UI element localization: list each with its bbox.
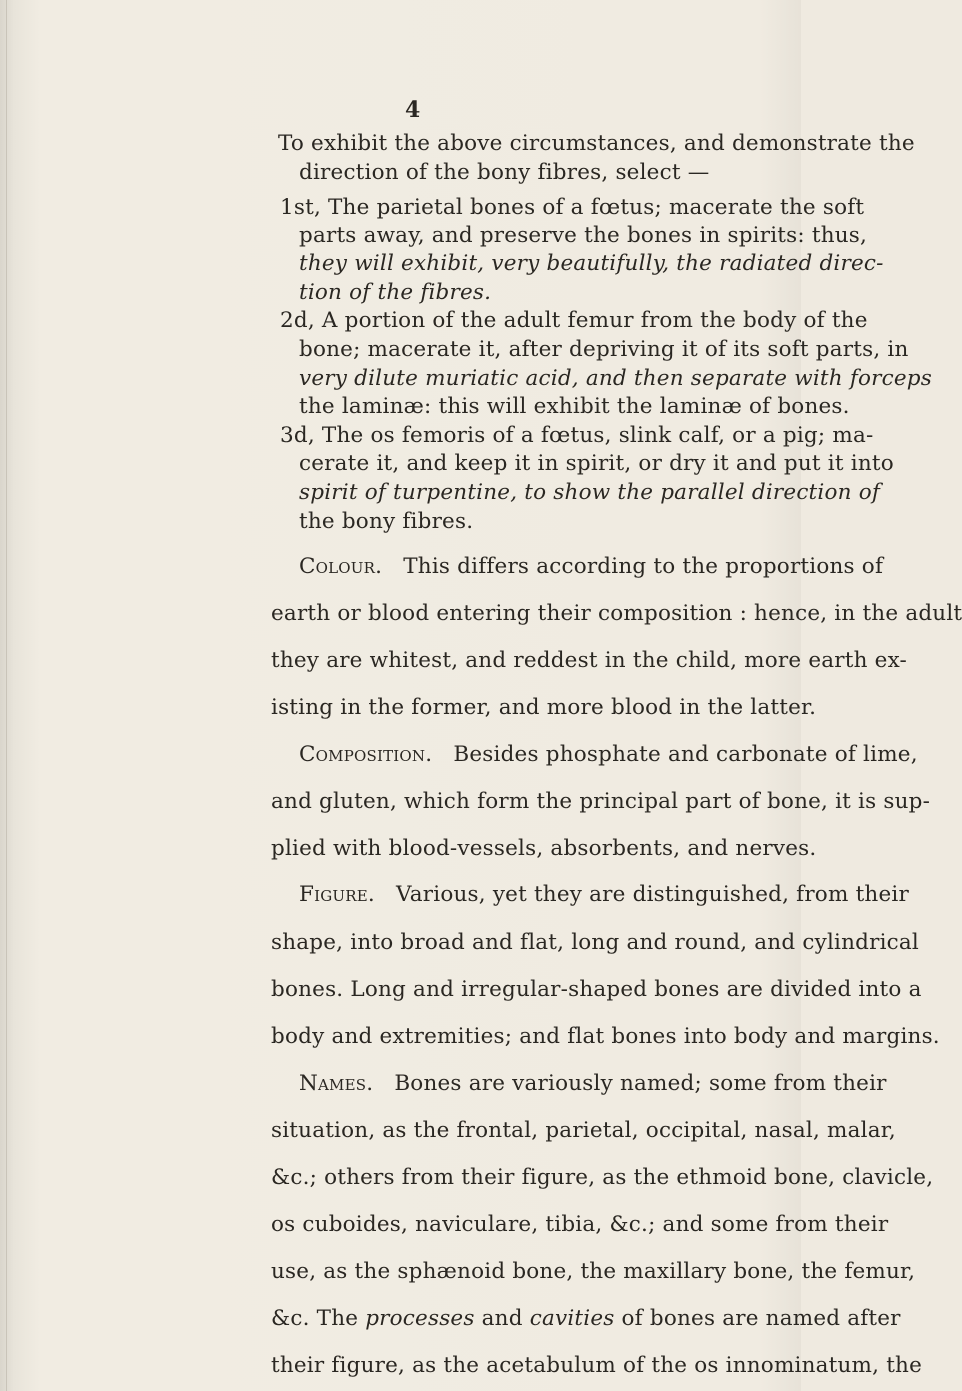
colour-line-4: isting in the former, and more blood in the latter.	[271, 695, 817, 720]
names-line-5: use, as the sphænoid bone, the maxillary bone, the femur,	[271, 1259, 916, 1284]
composition-line-1-text: Besides phosphate and carbonate of lime,	[453, 742, 918, 767]
names-line-6-d: cavities	[529, 1306, 615, 1331]
names-line-7: their figure, as the acetabulum of the os innominatum, the	[271, 1353, 923, 1378]
names-line-4: os cuboides, naviculare, tibia, &c.; and some from their	[271, 1212, 889, 1237]
composition-line-1	[299, 742, 918, 767]
figure-line-3: bones. Long and irregular-shaped bones are divided into a	[271, 977, 922, 1002]
names-line-6-c: and	[481, 1306, 523, 1331]
figure-line-1	[299, 882, 909, 907]
page-gutter-edge	[6, 0, 7, 1391]
colour-heading: Colour.	[299, 554, 383, 579]
composition-heading: Composition.	[299, 742, 433, 767]
second-line-3: very dilute muriatic acid, and then separate with forceps	[299, 366, 932, 391]
names-line-6-e: of bones are named after	[621, 1306, 901, 1331]
intro-line-1: To exhibit the above circumstances, and demonstrate the	[278, 131, 915, 156]
colour-line-3: they are whitest, and reddest in the child, more earth ex-	[271, 648, 908, 673]
colour-line-1-text: This differs according to the proportions of	[403, 554, 884, 579]
names-line-3: &c.; others from their figure, as the ethmoid bone, clavicle,	[271, 1165, 934, 1190]
third-line-4: the bony fibres.	[299, 509, 474, 534]
intro-line-2: direction of the bony fibres, select —	[299, 160, 710, 185]
first-line-2: parts away, and preserve the bones in spirits: thus,	[299, 223, 868, 248]
third-line-1: 3d, The os femoris of a fœtus, slink calf, or a pig; ma-	[280, 423, 874, 448]
figure-line-1-text: Various, yet they are distinguished, from their	[396, 882, 909, 907]
names-line-1-text: Bones are variously named; some from their	[394, 1071, 887, 1096]
page-number: 4	[405, 97, 421, 123]
second-line-2: bone; macerate it, after depriving it of its soft parts, in	[299, 337, 909, 362]
figure-line-4: body and extremities; and flat bones into body and margins.	[271, 1024, 940, 1049]
names-line-6-a: &c. The	[271, 1306, 359, 1331]
third-line-3: spirit of turpentine, to show the parallel direction of	[299, 480, 881, 505]
third-line-2: cerate it, and keep it in spirit, or dry it and put it into	[299, 451, 894, 476]
second-line-1: 2d, A portion of the adult femur from the body of the	[280, 308, 868, 333]
composition-line-2: and gluten, which form the principal part of bone, it is sup-	[271, 789, 931, 814]
first-line-1: 1st, The parietal bones of a fœtus; macerate the soft	[280, 195, 865, 220]
first-line-3: they will exhibit, very beautifully, the radiated direc-	[299, 251, 884, 276]
names-line-2: situation, as the frontal, parietal, occipital, nasal, malar,	[271, 1118, 896, 1143]
figure-heading: Figure.	[299, 882, 375, 907]
figure-line-2: shape, into broad and flat, long and round, and cylindrical	[271, 930, 919, 955]
names-heading: Names.	[299, 1071, 374, 1096]
colour-line-2: earth or blood entering their composition : hence, in the adult	[271, 601, 962, 626]
colour-line-1	[299, 554, 883, 579]
names-line-6	[271, 1306, 901, 1331]
names-line-6-b: processes	[365, 1306, 475, 1331]
second-line-4: the laminæ: this will exhibit the laminæ of bones.	[299, 394, 850, 419]
first-line-4: tion of the fibres.	[299, 280, 492, 305]
composition-line-3: plied with blood-vessels, absorbents, and nerves.	[271, 836, 817, 861]
names-line-1	[299, 1071, 887, 1096]
